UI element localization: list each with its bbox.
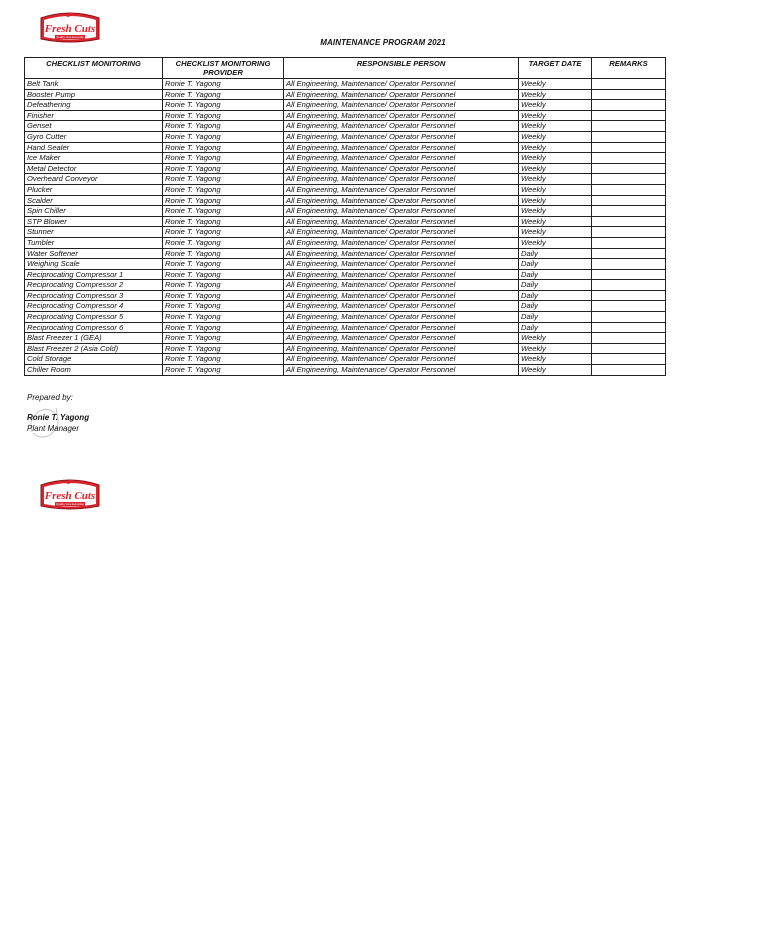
logo-brand-text: Fresh Cuts (44, 23, 96, 35)
cell-equipment: Blast Freezer 1 (GEA) (25, 333, 163, 344)
cell-provider: Ronie T. Yagong (163, 153, 284, 164)
table-row (25, 269, 666, 280)
table-row (25, 343, 666, 354)
prepared-by-label: Prepared by: (27, 393, 73, 402)
cell-remarks (592, 322, 666, 333)
table-row (25, 248, 666, 259)
table-body (25, 79, 666, 376)
cell-provider: Ronie T. Yagong (163, 322, 284, 333)
table-row (25, 163, 666, 174)
cell-remarks (592, 110, 666, 121)
cell-equipment: Water Softener (25, 248, 163, 259)
cell-responsible: All Engineering, Maintenance/ Operator Personnel (284, 206, 519, 217)
cell-equipment: STP Blower (25, 216, 163, 227)
cell-responsible: All Engineering, Maintenance/ Operator Personnel (284, 365, 519, 376)
cell-responsible: All Engineering, Maintenance/ Operator Personnel (284, 131, 519, 142)
cell-equipment: Ice Maker (25, 153, 163, 164)
cell-responsible: All Engineering, Maintenance/ Operator Personnel (284, 343, 519, 354)
cell-responsible: All Engineering, Maintenance/ Operator Personnel (284, 163, 519, 174)
cell-responsible: All Engineering, Maintenance/ Operator Personnel (284, 333, 519, 344)
cell-target-date: Weekly (519, 333, 592, 344)
table-row (25, 184, 666, 195)
cell-provider: Ronie T. Yagong (163, 206, 284, 217)
cell-target-date: Daily (519, 259, 592, 270)
cell-provider: Ronie T. Yagong (163, 142, 284, 153)
cell-provider: Ronie T. Yagong (163, 354, 284, 365)
header-monitoring-provider: CHECKLIST MONITORING PROVIDER (163, 58, 284, 79)
cell-provider: Ronie T. Yagong (163, 312, 284, 323)
cell-target-date: Weekly (519, 216, 592, 227)
cell-equipment: Genset (25, 121, 163, 132)
cell-responsible: All Engineering, Maintenance/ Operator Personnel (284, 312, 519, 323)
cell-responsible: All Engineering, Maintenance/ Operator Personnel (284, 110, 519, 121)
table-row (25, 121, 666, 132)
cell-responsible: All Engineering, Maintenance/ Operator Personnel (284, 79, 519, 90)
table-row (25, 131, 666, 142)
cell-equipment: Stunner (25, 227, 163, 238)
signer-role: Plant Manager (27, 424, 80, 433)
cell-equipment: Booster Pump (25, 89, 163, 100)
cell-responsible: All Engineering, Maintenance/ Operator Personnel (284, 195, 519, 206)
cell-remarks (592, 153, 666, 164)
logo-footer-tagline: Quality Cuts Everyday (56, 502, 84, 507)
cell-equipment: Cold Storage (25, 354, 163, 365)
cell-provider: Ronie T. Yagong (163, 301, 284, 312)
cell-target-date: Weekly (519, 110, 592, 121)
table-row (25, 237, 666, 248)
cell-target-date: Weekly (519, 142, 592, 153)
table-row (25, 354, 666, 365)
table-row (25, 195, 666, 206)
table-row (25, 290, 666, 301)
cell-target-date: Weekly (519, 79, 592, 90)
cell-provider: Ronie T. Yagong (163, 290, 284, 301)
cell-remarks (592, 312, 666, 323)
cell-remarks (592, 121, 666, 132)
cell-remarks (592, 259, 666, 270)
cell-remarks (592, 79, 666, 90)
logo-tagline: Quality Cuts Everyday (56, 35, 84, 40)
table-row (25, 89, 666, 100)
cell-provider: Ronie T. Yagong (163, 79, 284, 90)
header-target-date: TARGET DATE (519, 58, 592, 79)
cell-responsible: All Engineering, Maintenance/ Operator Personnel (284, 153, 519, 164)
cell-remarks (592, 269, 666, 280)
cell-equipment: Reciprocating Compressor 4 (25, 301, 163, 312)
cell-responsible: All Engineering, Maintenance/ Operator Personnel (284, 354, 519, 365)
cell-equipment: Plucker (25, 184, 163, 195)
signer-name: Ronie T. Yagong (27, 413, 90, 422)
cell-provider: Ronie T. Yagong (163, 216, 284, 227)
cell-remarks (592, 163, 666, 174)
cell-target-date: Weekly (519, 163, 592, 174)
table-row (25, 280, 666, 291)
cell-target-date: Daily (519, 312, 592, 323)
cell-provider: Ronie T. Yagong (163, 343, 284, 354)
table-row (25, 227, 666, 238)
cell-target-date: Weekly (519, 131, 592, 142)
logo-footer-brand-text: Fresh Cuts (44, 490, 96, 502)
cell-target-date: Daily (519, 322, 592, 333)
cell-target-date: Weekly (519, 100, 592, 111)
cell-responsible: All Engineering, Maintenance/ Operator Personnel (284, 269, 519, 280)
cell-equipment: Tumbler (25, 237, 163, 248)
cell-provider: Ronie T. Yagong (163, 131, 284, 142)
cell-remarks (592, 142, 666, 153)
cell-equipment: Metal Detector (25, 163, 163, 174)
table-row (25, 79, 666, 90)
cell-equipment: Spin Chiller (25, 206, 163, 217)
cell-responsible: All Engineering, Maintenance/ Operator Personnel (284, 89, 519, 100)
cell-target-date: Weekly (519, 237, 592, 248)
cell-provider: Ronie T. Yagong (163, 269, 284, 280)
cell-target-date: Weekly (519, 206, 592, 217)
table-row (25, 322, 666, 333)
cell-equipment: Scalder (25, 195, 163, 206)
cell-remarks (592, 280, 666, 291)
table-header-row (25, 58, 666, 79)
cell-equipment: Chiller Room (25, 365, 163, 376)
document-title: MAINTENANCE PROGRAM 2021 (320, 38, 446, 47)
cell-target-date: Weekly (519, 121, 592, 132)
header-checklist-monitoring: CHECKLIST MONITORING (25, 58, 163, 79)
table-row (25, 100, 666, 111)
table-row (25, 153, 666, 164)
cell-target-date: Daily (519, 248, 592, 259)
cell-equipment: Reciprocating Compressor 6 (25, 322, 163, 333)
cell-responsible: All Engineering, Maintenance/ Operator Personnel (284, 280, 519, 291)
cell-target-date: Weekly (519, 184, 592, 195)
table-row (25, 216, 666, 227)
cell-remarks (592, 100, 666, 111)
cell-remarks (592, 365, 666, 376)
cell-provider: Ronie T. Yagong (163, 259, 284, 270)
cell-remarks (592, 301, 666, 312)
cell-remarks (592, 333, 666, 344)
cell-remarks (592, 174, 666, 185)
fresh-cuts-logo (38, 9, 102, 45)
cell-target-date: Weekly (519, 153, 592, 164)
cell-provider: Ronie T. Yagong (163, 100, 284, 111)
cell-remarks (592, 89, 666, 100)
cell-equipment: Reciprocating Compressor 2 (25, 280, 163, 291)
cell-equipment: Weighing Scale (25, 259, 163, 270)
cell-remarks (592, 206, 666, 217)
cell-remarks (592, 184, 666, 195)
cell-remarks (592, 237, 666, 248)
cell-remarks (592, 354, 666, 365)
cell-equipment: Reciprocating Compressor 3 (25, 290, 163, 301)
cell-responsible: All Engineering, Maintenance/ Operator Personnel (284, 142, 519, 153)
cell-target-date: Daily (519, 301, 592, 312)
cell-equipment: Blast Freezer 2 (Asia Cold) (25, 343, 163, 354)
table-row (25, 301, 666, 312)
table-row (25, 365, 666, 376)
cell-responsible: All Engineering, Maintenance/ Operator Personnel (284, 259, 519, 270)
cell-equipment: Reciprocating Compressor 1 (25, 269, 163, 280)
cell-target-date: Weekly (519, 343, 592, 354)
cell-target-date: Weekly (519, 354, 592, 365)
cell-target-date: Weekly (519, 195, 592, 206)
cell-provider: Ronie T. Yagong (163, 365, 284, 376)
cell-remarks (592, 343, 666, 354)
table-row (25, 110, 666, 121)
cell-equipment: Reciprocating Compressor 5 (25, 312, 163, 323)
fresh-cuts-logo-footer (38, 476, 102, 512)
cell-provider: Ronie T. Yagong (163, 237, 284, 248)
maintenance-table (24, 57, 666, 376)
table-row (25, 142, 666, 153)
table-row (25, 206, 666, 217)
cell-equipment: Overheard Conveyor (25, 174, 163, 185)
cell-responsible: All Engineering, Maintenance/ Operator Personnel (284, 227, 519, 238)
cell-equipment: Hand Sealer (25, 142, 163, 153)
cell-target-date: Weekly (519, 365, 592, 376)
cell-provider: Ronie T. Yagong (163, 248, 284, 259)
cell-responsible: All Engineering, Maintenance/ Operator Personnel (284, 322, 519, 333)
cell-target-date: Daily (519, 280, 592, 291)
cell-remarks (592, 227, 666, 238)
cell-equipment: Gyro Cutter (25, 131, 163, 142)
cell-responsible: All Engineering, Maintenance/ Operator Personnel (284, 237, 519, 248)
cell-remarks (592, 248, 666, 259)
table-row (25, 174, 666, 185)
cell-provider: Ronie T. Yagong (163, 174, 284, 185)
cell-target-date: Daily (519, 290, 592, 301)
cell-provider: Ronie T. Yagong (163, 227, 284, 238)
cell-responsible: All Engineering, Maintenance/ Operator Personnel (284, 290, 519, 301)
cell-target-date: Weekly (519, 227, 592, 238)
cell-target-date: Daily (519, 269, 592, 280)
cell-equipment: Defeathering (25, 100, 163, 111)
header-responsible-person: RESPONSIBLE PERSON (284, 58, 519, 79)
cell-provider: Ronie T. Yagong (163, 89, 284, 100)
cell-responsible: All Engineering, Maintenance/ Operator Personnel (284, 301, 519, 312)
cell-remarks (592, 195, 666, 206)
cell-responsible: All Engineering, Maintenance/ Operator Personnel (284, 248, 519, 259)
cell-target-date: Weekly (519, 89, 592, 100)
cell-target-date: Weekly (519, 174, 592, 185)
cell-equipment: Finisher (25, 110, 163, 121)
cell-responsible: All Engineering, Maintenance/ Operator Personnel (284, 121, 519, 132)
cell-provider: Ronie T. Yagong (163, 163, 284, 174)
cell-responsible: All Engineering, Maintenance/ Operator Personnel (284, 184, 519, 195)
cell-responsible: All Engineering, Maintenance/ Operator Personnel (284, 100, 519, 111)
cell-responsible: All Engineering, Maintenance/ Operator Personnel (284, 216, 519, 227)
header-remarks: REMARKS (592, 58, 666, 79)
cell-equipment: Belt Tank (25, 79, 163, 90)
table-row (25, 312, 666, 323)
cell-provider: Ronie T. Yagong (163, 110, 284, 121)
cell-provider: Ronie T. Yagong (163, 184, 284, 195)
cell-responsible: All Engineering, Maintenance/ Operator Personnel (284, 174, 519, 185)
cell-remarks (592, 216, 666, 227)
table-row (25, 333, 666, 344)
cell-provider: Ronie T. Yagong (163, 333, 284, 344)
cell-provider: Ronie T. Yagong (163, 280, 284, 291)
cell-provider: Ronie T. Yagong (163, 121, 284, 132)
table-row (25, 259, 666, 270)
cell-remarks (592, 131, 666, 142)
cell-remarks (592, 290, 666, 301)
cell-provider: Ronie T. Yagong (163, 195, 284, 206)
